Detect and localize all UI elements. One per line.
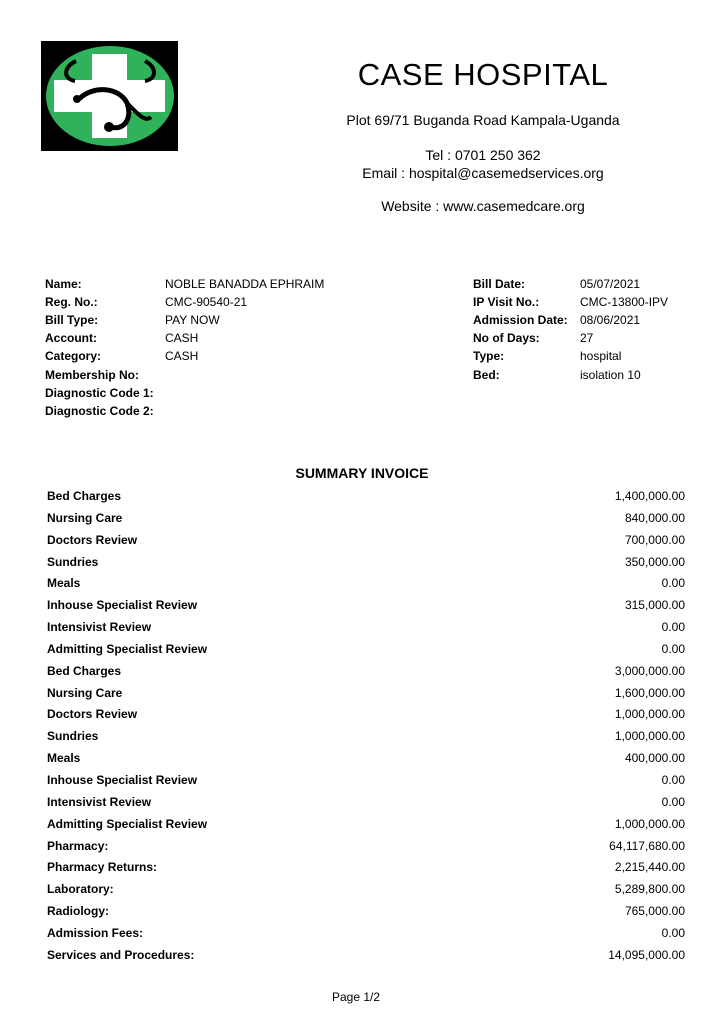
summary-invoice-title: SUMMARY INVOICE: [295, 465, 429, 481]
list-item: [47, 641, 685, 663]
info-label: Diagnostic Code 2:: [45, 403, 154, 418]
info-value: isolation 10: [580, 367, 641, 382]
item-amount: 1,000,000.00: [614, 707, 685, 722]
hospital-tel: Tel : 0701 250 362: [425, 147, 541, 163]
list-item: [47, 859, 685, 881]
item-amount: 3,000,000.00: [614, 663, 685, 678]
page-number: Page 1/2: [331, 990, 381, 1004]
item-amount: 400,000.00: [624, 751, 685, 766]
item-amount: 1,000,000.00: [614, 816, 685, 831]
hospital-email: Email : hospital@casemedservices.org: [362, 165, 604, 181]
item-name: Doctors Review: [47, 707, 138, 722]
item-name: Meals: [47, 751, 81, 766]
info-value: CASH: [165, 331, 199, 346]
list-item: [47, 728, 685, 750]
item-name: Sundries: [47, 554, 99, 569]
item-name: Pharmacy:: [47, 838, 109, 853]
info-value: NOBLE BANADDA EPHRAIM: [165, 277, 325, 291]
info-value: CMC-13800-IPV: [580, 295, 669, 310]
item-name: Intensivist Review: [47, 620, 152, 635]
item-amount: 0.00: [661, 641, 685, 656]
item-name: Inhouse Specialist Review: [47, 772, 198, 787]
item-name: Intensivist Review: [47, 794, 152, 809]
item-amount: 315,000.00: [624, 598, 685, 613]
info-label: Bed:: [473, 367, 500, 382]
info-label: Account:: [45, 331, 97, 346]
item-name: Radiology:: [47, 904, 109, 919]
list-item: [47, 772, 685, 794]
item-amount: 5,289,800.00: [614, 882, 685, 897]
item-amount: 0.00: [661, 794, 685, 809]
info-label: Bill Date:: [473, 277, 526, 291]
item-name: Inhouse Specialist Review: [47, 598, 198, 613]
list-item: [47, 488, 685, 510]
item-name: Bed Charges: [47, 663, 122, 678]
item-amount: 1,000,000.00: [614, 729, 685, 744]
info-label: Type:: [473, 349, 505, 364]
item-name: Pharmacy Returns:: [47, 860, 158, 875]
info-label: Category:: [45, 349, 102, 364]
list-item: [47, 685, 685, 707]
info-label: Membership No:: [45, 367, 140, 382]
item-amount: 1,400,000.00: [614, 489, 685, 503]
item-name: Laboratory:: [47, 882, 114, 897]
item-amount: 840,000.00: [624, 510, 685, 525]
list-item: [47, 575, 685, 597]
list-item: [47, 597, 685, 619]
list-item: [47, 510, 685, 532]
item-amount: 0.00: [661, 576, 685, 591]
info-label: Name:: [45, 277, 82, 291]
info-value: CMC-90540-21: [165, 295, 248, 310]
item-amount: 1,600,000.00: [614, 685, 685, 700]
list-item: [47, 881, 685, 903]
list-item: [47, 750, 685, 772]
item-amount: 0.00: [661, 925, 685, 940]
list-item: [47, 706, 685, 728]
item-amount: 64,117,680.00: [609, 838, 685, 853]
item-name: Meals: [47, 576, 81, 591]
info-value: hospital: [580, 349, 622, 364]
list-item: [47, 947, 685, 969]
item-name: Doctors Review: [47, 532, 138, 547]
list-item: [47, 619, 685, 641]
info-label: Bill Type:: [45, 313, 99, 328]
list-item: [47, 903, 685, 925]
list-item: [47, 838, 685, 860]
list-item: [47, 794, 685, 816]
list-item: [47, 925, 685, 947]
info-label: No of Days:: [473, 331, 540, 346]
list-item: [47, 532, 685, 554]
item-amount: 0.00: [661, 620, 685, 635]
item-name: Nursing Care: [47, 685, 123, 700]
item-amount: 350,000.00: [624, 554, 685, 569]
hospital-address: Plot 69/71 Buganda Road Kampala-Uganda: [346, 112, 620, 128]
list-item: [47, 554, 685, 576]
item-amount: 765,000.00: [624, 904, 685, 919]
hospital-name: CASE HOSPITAL: [357, 57, 609, 92]
item-amount: 14,095,000.00: [608, 947, 685, 962]
info-value: PAY NOW: [165, 313, 220, 328]
info-value: 05/07/2021: [580, 277, 641, 291]
info-label: IP Visit No.:: [473, 295, 540, 310]
hospital-logo: [41, 41, 178, 151]
item-amount: 700,000.00: [624, 532, 685, 547]
medical-cross-stethoscope-icon: [41, 41, 178, 151]
list-item: [47, 816, 685, 838]
summary-items-list: [47, 488, 685, 969]
info-label: Diagnostic Code 1:: [45, 385, 154, 400]
hospital-website: Website : www.casemedcare.org: [381, 198, 585, 214]
info-label: Admission Date:: [473, 313, 568, 328]
item-amount: 0.00: [661, 772, 685, 787]
list-item: [47, 663, 685, 685]
item-name: Admitting Specialist Review: [47, 816, 208, 831]
info-value: 27: [580, 331, 594, 346]
item-name: Admission Fees:: [47, 925, 144, 940]
item-name: Services and Procedures:: [47, 947, 195, 962]
info-label: Reg. No.:: [45, 295, 98, 310]
item-name: Bed Charges: [47, 489, 122, 503]
item-amount: 2,215,440.00: [614, 860, 685, 875]
info-value: CASH: [165, 349, 199, 364]
item-name: Sundries: [47, 729, 99, 744]
item-name: Admitting Specialist Review: [47, 641, 208, 656]
info-value: 08/06/2021: [580, 313, 641, 328]
item-name: Nursing Care: [47, 510, 123, 525]
